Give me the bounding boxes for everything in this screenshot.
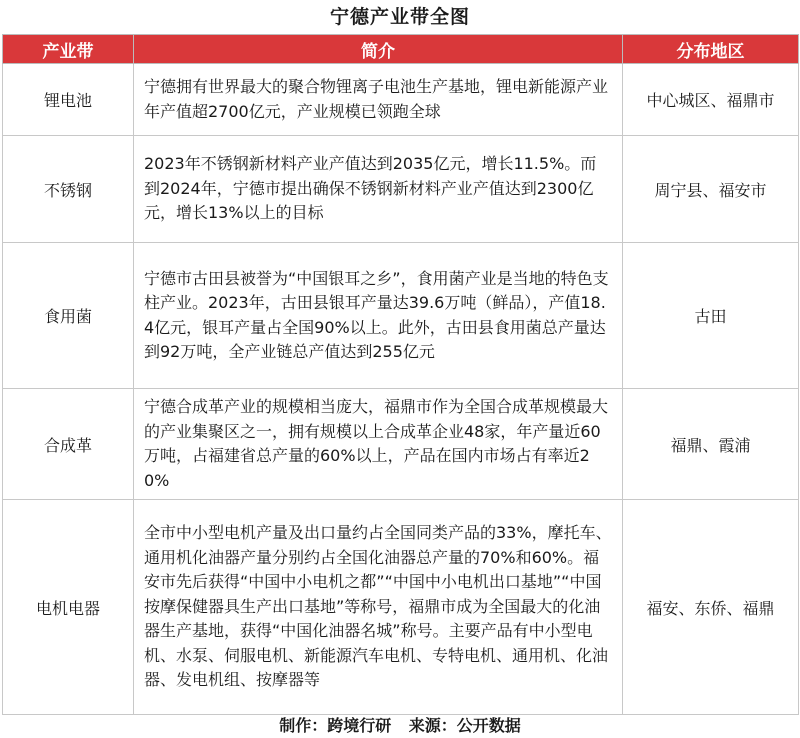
row-area: 周宁县、福安市: [623, 136, 799, 243]
row-desc: 2023年不锈钢新材料产业产值达到2035亿元，增长11.5%。而到2024年，宁德市提出确保不锈钢新材料产业产值达到2300亿元，增长13%以上的目标: [134, 136, 623, 243]
header-desc: 简介: [134, 35, 623, 64]
row-area: 古田: [623, 243, 799, 389]
row-area: 中心城区、福鼎市: [623, 64, 799, 136]
row-band: 锂电池: [3, 64, 134, 136]
row-band: 食用菌: [3, 243, 134, 389]
footer-source: 来源：公开数据: [408, 716, 521, 735]
header-band: 产业带: [3, 35, 134, 64]
row-area: 福安、东侨、福鼎: [623, 500, 799, 715]
table-row: [3, 136, 799, 243]
table-header-row: [3, 35, 799, 64]
footer-maker: 制作：跨境行研: [279, 716, 392, 735]
row-band: 合成革: [3, 389, 134, 500]
row-area: 福鼎、霞浦: [623, 389, 799, 500]
row-desc: 宁德合成革产业的规模相当庞大，福鼎市作为全国合成革规模最大的产业集聚区之一，拥有规模以上合成革企业48家，年产量近60万吨，占福建省总产量的60%以上，产品在国内市场占有率近20%: [134, 389, 623, 500]
row-desc: 全市中小型电机产量及出口量约占全国同类产品的33%，摩托车、通用机化油器产量分别约占全国化油器总产量的70%和60%。福安市先后获得“中国中小电机之都”“中国中小电机出口基地”“中国按摩保健器具生产出口基地”等称号，福鼎市成为全国最大的化油器生产基地，获得“中国化油器名城”称号。主要产品有中小型电机、水泵、伺服电机、新能源汽车电机、专特电机、通用机、化油器、发电机组、按摩器等: [134, 500, 623, 715]
industry-table: [2, 34, 799, 715]
table-row: [3, 389, 799, 500]
row-band: 电机电器: [3, 500, 134, 715]
row-desc: 宁德拥有世界最大的聚合物锂离子电池生产基地，锂电新能源产业年产值超2700亿元，产业规模已领跑全球: [134, 64, 623, 136]
table-row: [3, 500, 799, 715]
row-desc: 宁德市古田县被誉为“中国银耳之乡”，食用菌产业是当地的特色支柱产业。2023年，古田县银耳产量达39.6万吨（鲜品），产值18.4亿元，银耳产量占全国90%以上。此外，古田县食用菌总产量达到92万吨，全产业链总产值达到255亿元: [134, 243, 623, 389]
footer-credits: [0, 713, 800, 738]
table-row: [3, 64, 799, 136]
table-row: [3, 243, 799, 389]
row-band: 不锈钢: [3, 136, 134, 243]
header-area: 分布地区: [623, 35, 799, 64]
page-title: 宁德产业带全图: [329, 6, 470, 28]
